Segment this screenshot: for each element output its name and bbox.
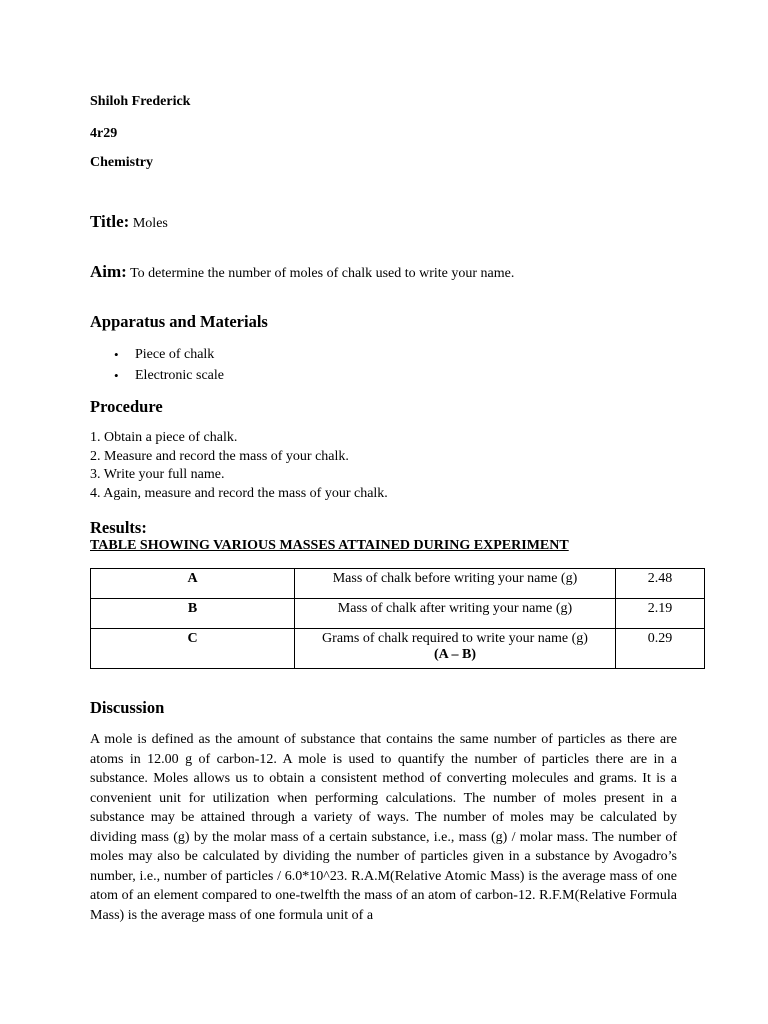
row-label: A [91, 569, 295, 599]
table-row [91, 629, 705, 669]
title-value: Moles [132, 216, 168, 231]
row-description: Grams of chalk required to write your name (g) [322, 631, 588, 646]
subject-name: Chemistry [90, 155, 153, 170]
row-description-cell [295, 629, 616, 669]
row-value: 2.48 [616, 569, 705, 599]
list-item: 1. Obtain a piece of chalk. [90, 430, 238, 445]
table-row [91, 569, 705, 599]
row-value: 0.29 [616, 629, 705, 669]
list-item: 2. Measure and record the mass of your chalk. [90, 448, 349, 464]
table-row [91, 599, 705, 629]
list-item: 3. Write your full name. [90, 467, 225, 482]
row-label: C [91, 629, 295, 669]
row-formula: (A – B) [434, 647, 476, 662]
author-name: Shiloh Frederick [90, 94, 191, 109]
list-item: • Piece of chalk [90, 344, 224, 365]
procedure-list [90, 429, 388, 503]
title-label: Title: [90, 212, 130, 231]
procedure-heading: Procedure [90, 397, 163, 416]
apparatus-heading: Apparatus and Materials [90, 312, 268, 331]
aim-line [90, 262, 514, 282]
row-description: Mass of chalk before writing your name (g) [295, 569, 616, 599]
row-description: Mass of chalk after writing your name (g) [295, 599, 616, 629]
list-item: • Electronic scale [90, 365, 224, 386]
results-table [90, 568, 705, 669]
row-value: 2.19 [616, 599, 705, 629]
discussion-heading: Discussion [90, 698, 165, 717]
row-label: B [91, 599, 295, 629]
discussion-paragraph: A mole is defined as the amount of substance that contains the same number of particles as there are atoms in 12.00 g of carbon-12. A mole is used to quantify the number of particles there are in a substance. Moles allows us to obtain a consistent method of converting molecules and grams. It is a convenient unit for utilization when performing calculations. The number of moles present in a substance may be attained through a variety of ways. The number of moles may be calculated by dividing mass (g) by the molar mass of a certain substance, i.e., mass (g) / molar mass. The number of moles may also be calculated by dividing the number of particles given in a substance by Avogadro’s number, i.e., number of particles / 6.0*10^23. R.A.M(Relative Atomic Mass) is the average mass of one atom of an element compared to one-twelfth the mass of an atom of carbon-12. R.F.M(Relative Formula Mass) is the average mass of one formula unit of a [90, 732, 677, 923]
class-code: 4r29 [90, 126, 118, 141]
results-heading: Results: [90, 518, 147, 537]
list-item: 4. Again, measure and record the mass of your chalk. [90, 485, 388, 501]
table-caption: TABLE SHOWING VARIOUS MASSES ATTAINED DURING EXPERIMENT [90, 538, 569, 553]
apparatus-list [90, 344, 224, 386]
aim-label: Aim: [90, 262, 127, 281]
title-line [90, 212, 168, 232]
aim-value: To determine the number of moles of chalk used to write your name. [130, 266, 515, 281]
